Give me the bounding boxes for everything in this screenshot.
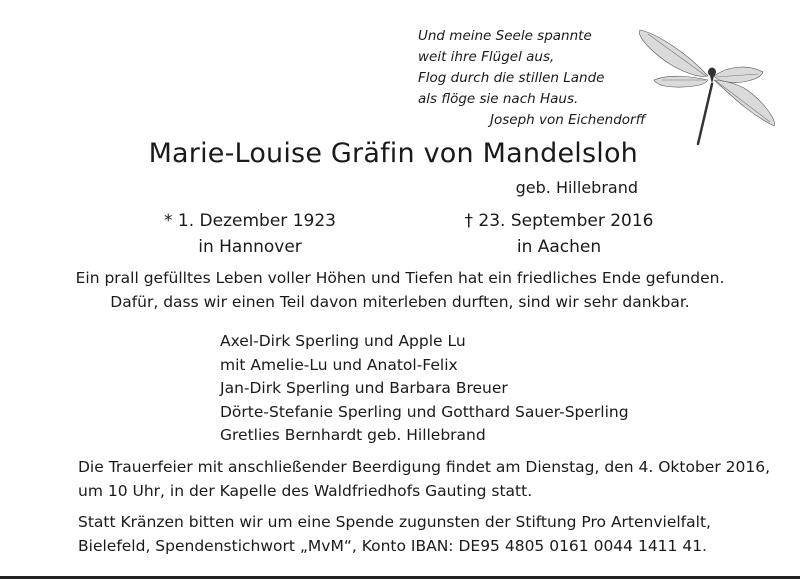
donation-notice	[78, 510, 711, 558]
death-info	[444, 208, 674, 260]
birth-place: in Hannover	[198, 237, 302, 257]
poem-line: als flöge sie nach Haus.	[418, 91, 579, 107]
poem-author: Joseph von Eichendorff	[490, 112, 646, 128]
birth-date: * 1. Dezember 1923	[164, 211, 336, 231]
deceased-name: Marie-Louise Gräfin von Mandelsloh	[148, 138, 638, 169]
funeral-line: Die Trauerfeier mit anschließender Beerdigung findet am Dienstag, den 4. Oktober 2016,	[78, 458, 770, 476]
tribute-line: Ein prall gefülltes Leben voller Höhen und Tiefen hat ein friedliches Ende gefunden.	[75, 269, 725, 287]
funeral-notice	[78, 455, 770, 503]
mourner-line: Axel-Dirk Sperling und Apple Lu	[220, 332, 466, 350]
tribute-line: Dafür, dass wir einen Teil davon miterleben durften, sind wir sehr dankbar.	[110, 293, 690, 311]
mourner-line: Jan-Dirk Sperling und Barbara Breuer	[220, 379, 508, 397]
maiden-name: geb. Hillebrand	[515, 178, 638, 197]
donation-line: Bielefeld, Spendenstichwort „MvM“, Konto IBAN: DE95 4805 0161 0044 1411 41.	[78, 537, 707, 555]
poem-line: weit ihre Flügel aus,	[418, 49, 555, 65]
poem-line: Flog durch die stillen Lande	[418, 70, 605, 86]
funeral-line: um 10 Uhr, in der Kapelle des Waldfriedhofs Gauting statt.	[78, 482, 533, 500]
death-place: in Aachen	[516, 237, 602, 257]
poem-line: Und meine Seele spannte	[418, 28, 592, 44]
donation-line: Statt Kränzen bitten wir um eine Spende zugunsten der Stiftung Pro Artenvielfalt,	[78, 513, 711, 531]
dragonfly-icon	[628, 24, 778, 159]
mourner-line: Gretlies Bernhardt geb. Hillebrand	[220, 426, 486, 444]
tribute-text	[0, 266, 800, 314]
birth-info	[140, 208, 360, 260]
mourner-line: Dörte-Stefanie Sperling und Gotthard Sauer-Sperling	[220, 402, 629, 421]
mourners-list	[220, 330, 629, 448]
poem	[418, 26, 645, 131]
mourner-line: mit Amelie-Lu und Anatol-Felix	[220, 355, 458, 374]
death-date: † 23. September 2016	[464, 211, 654, 231]
